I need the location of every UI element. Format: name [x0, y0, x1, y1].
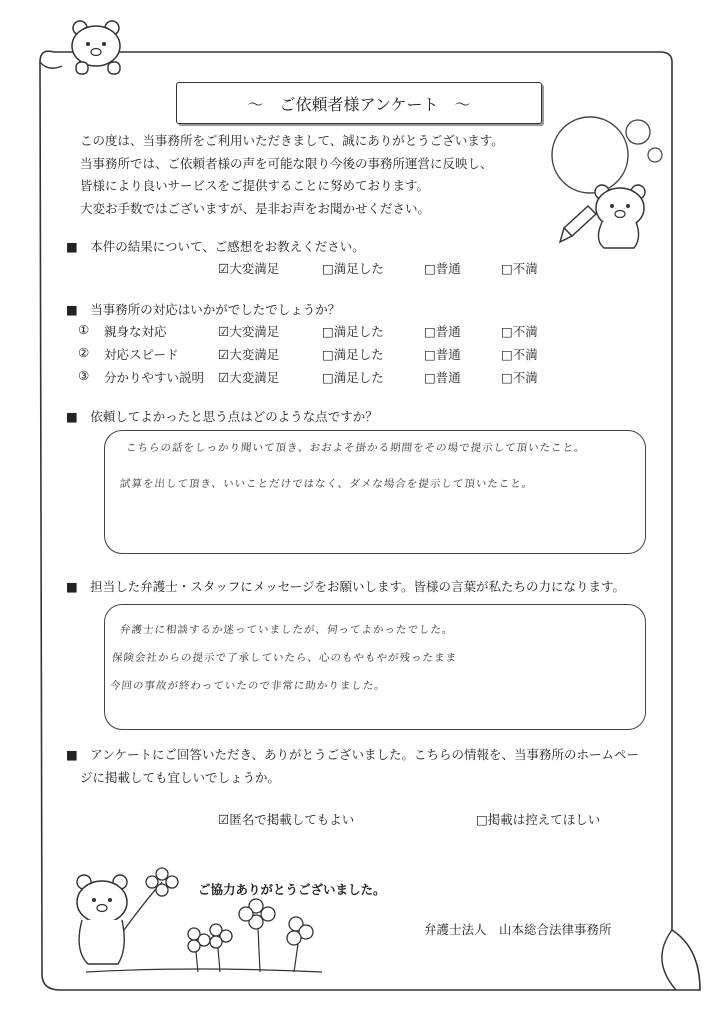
q2-row2-option-dissatisfied[interactable]: □不満 — [501, 347, 538, 362]
q4-answer-line: 弁護士に相談するか迷っていましたが、伺ってよかったでした。 — [119, 624, 455, 636]
q2-row-label: 分かりやすい説明 — [104, 370, 205, 385]
q2-row-label: 親身な対応 — [104, 324, 167, 339]
thank-you-message: ご協力ありがとうございました。 — [198, 882, 386, 897]
survey-title: ～ ご依頼者様アンケート ～ — [176, 82, 542, 124]
q5-option-anonymous-ok[interactable]: ☑匿名で掲載してもよい — [218, 812, 355, 827]
question-3-text: ■ 依頼してよかったと思う点はどのような点ですか？ — [66, 409, 378, 424]
intro-line: この度は、当事務所をご利用いただきまして、誠にありがとうございます。 — [80, 133, 504, 148]
q1-option-dissatisfied[interactable]: □不満 — [501, 261, 538, 276]
q2-row1-option-very-satisfied[interactable]: ☑大変満足 — [218, 324, 280, 339]
q2-row3-option-very-satisfied[interactable]: ☑大変満足 — [218, 370, 280, 385]
q5-option-decline[interactable]: □掲載は控えてほしい — [476, 812, 601, 827]
q1-option-normal[interactable]: □普通 — [424, 261, 461, 276]
intro-line: 当事務所では、ご依頼者様の声を可能な限り今後の事務所運営に反映し、 — [80, 155, 493, 171]
q2-row2-option-normal[interactable]: □普通 — [424, 347, 461, 362]
q2-row3-option-normal[interactable]: □普通 — [424, 370, 461, 385]
q2-row1-option-satisfied[interactable]: □満足した — [322, 324, 384, 339]
q2-row3-option-dissatisfied[interactable]: □不満 — [501, 370, 538, 385]
q2-row-number: ③ — [78, 368, 90, 383]
question-5-text: ■ アンケートにご回答いただき、ありがとうございました。こちらの情報を、当事務所のホームペー — [66, 747, 640, 762]
intro-line: 大変お手数ではございますが、是非お声をお聞かせください。 — [80, 200, 431, 216]
question-5-text-cont: ジに掲載しても宜しいでしょうか。 — [80, 770, 281, 785]
q4-answer-line: 保険会社からの提示で了承していたら、心のもやもやが残ったまま — [111, 652, 458, 664]
q2-row-label: 対応スピード — [104, 347, 179, 362]
law-firm-name: 弁護士法人 山本総合法律事務所 — [424, 922, 612, 937]
q3-answer-line: こちらの話をしっかり聞いて頂き、おおよそ掛かる期間をその場で提示して頂いたこと。 — [125, 442, 587, 454]
bear-clover-illustration-icon — [66, 860, 326, 980]
intro-text — [80, 130, 560, 220]
q2-row3-option-satisfied[interactable]: □満足した — [322, 370, 384, 385]
q2-row1-option-dissatisfied[interactable]: □不満 — [501, 324, 538, 339]
q2-row-number: ② — [78, 345, 90, 360]
q3-answer-line: 試算を出して頂き、いいことだけではなく、ダメな場合を提示して頂いたこと。 — [119, 478, 534, 490]
q1-option-satisfied[interactable]: □満足した — [322, 261, 384, 276]
q4-answer-line: 今回の事故が終わっていたので非常に助かりました。 — [109, 680, 387, 692]
question-2-text: ■ 当事務所の対応はいかがでしたでしょうか？ — [66, 302, 341, 317]
q2-row2-option-very-satisfied[interactable]: ☑大変満足 — [218, 347, 280, 362]
intro-line: 皆様により良いサービスをご提供することに努めております。 — [80, 178, 430, 193]
q2-row2-option-satisfied[interactable]: □満足した — [322, 347, 384, 362]
bear-pencil-illustration-icon — [530, 110, 680, 260]
q2-row-number: ① — [78, 322, 90, 337]
q2-row1-option-normal[interactable]: □普通 — [424, 324, 461, 339]
question-1-text: ■ 本件の結果について、ご感想をお教えください。 — [66, 239, 365, 254]
question-4-text: ■ 担当した弁護士・スタッフにメッセージをお願いします。皆様の言葉が私たちの力になります。 — [66, 579, 626, 594]
q1-option-very-satisfied[interactable]: ☑大変満足 — [218, 261, 280, 276]
bear-mascot-icon — [62, 18, 132, 78]
